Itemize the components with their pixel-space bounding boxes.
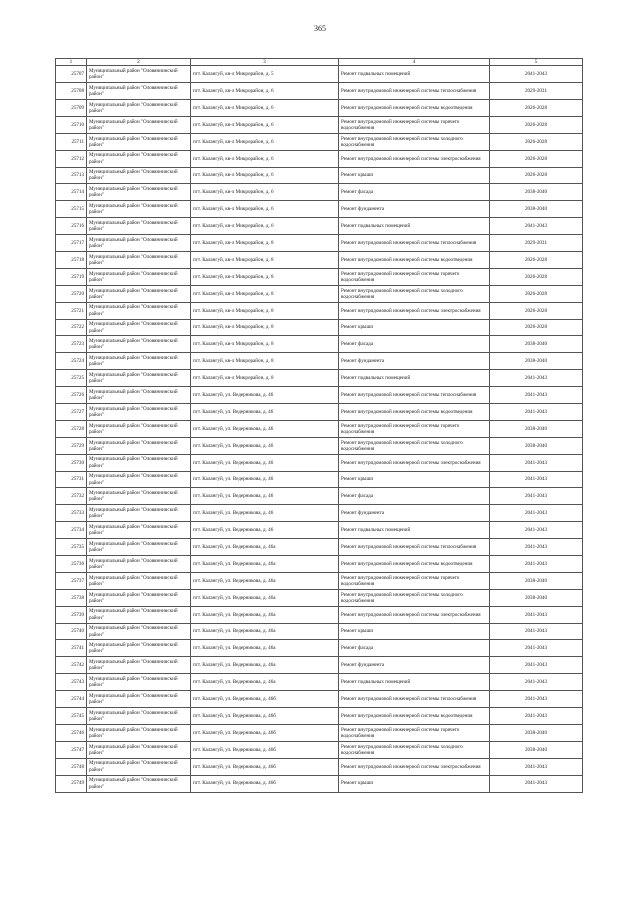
district-cell: Муниципальный район "Оловяннинский район"	[87, 285, 191, 302]
district-cell: Муниципальный район "Оловяннинский район"	[87, 387, 191, 404]
table-body	[56, 66, 583, 792]
period-cell: 2029-2031	[490, 235, 583, 252]
address-cell: пгт. Калангуй, ул. Ведерникова, д. 46а	[191, 674, 339, 691]
table-row	[56, 319, 583, 336]
district-cell: Муниципальный район "Оловяннинский район"	[87, 201, 191, 218]
period-cell: 2026-2028	[490, 268, 583, 285]
period-cell: 2038-2040	[490, 353, 583, 370]
work-type-cell: Ремонт фундамента	[339, 657, 490, 674]
work-type-cell: Ремонт внутридомовой инженерной системы электроснабжения	[339, 606, 490, 623]
row-number: 25710	[56, 116, 87, 133]
table-row	[56, 336, 583, 353]
address-cell: пгт. Калангуй, ул. Ведерникова, д. 46	[191, 522, 339, 539]
period-cell: 2041-2043	[490, 539, 583, 556]
period-cell: 2038-2040	[490, 336, 583, 353]
work-type-cell: Ремонт внутридомовой инженерной системы теплоснабжения	[339, 539, 490, 556]
table-row	[56, 150, 583, 167]
period-cell: 2041-2043	[490, 556, 583, 573]
district-cell: Муниципальный район "Оловяннинский район"	[87, 336, 191, 353]
page-number: 365	[314, 24, 326, 33]
period-cell: 2041-2043	[490, 522, 583, 539]
table-row	[56, 116, 583, 133]
work-type-cell: Ремонт внутридомовой инженерной системы горячего водоснабжения	[339, 116, 490, 133]
work-type-cell: Ремонт подвальных помещений	[339, 370, 490, 387]
address-cell: пгт. Калангуй, ул. Ведерникова, д. 46а	[191, 606, 339, 623]
period-cell: 2038-2040	[490, 420, 583, 437]
work-type-cell: Ремонт подвальных помещений	[339, 66, 490, 83]
period-cell: 2038-2040	[490, 724, 583, 741]
period-cell: 2041-2043	[490, 691, 583, 708]
table-row	[56, 235, 583, 252]
work-type-cell: Ремонт внутридомовой инженерной системы теплоснабжения	[339, 83, 490, 100]
address-cell: пгт. Калангуй, кв-л Микрорайон, д. 6	[191, 150, 339, 167]
row-number: 25740	[56, 623, 87, 640]
address-cell: пгт. Калангуй, ул. Ведерникова, д. 46б	[191, 724, 339, 741]
district-cell: Муниципальный район "Оловяннинский район"	[87, 116, 191, 133]
row-number: 25722	[56, 319, 87, 336]
work-type-cell: Ремонт крыши	[339, 775, 490, 792]
address-cell: пгт. Калангуй, кв-л Микрорайон, д. 6	[191, 116, 339, 133]
row-number: 25727	[56, 404, 87, 421]
address-cell: пгт. Калангуй, кв-л Микрорайон, д. 6	[191, 83, 339, 100]
work-type-cell: Ремонт фасада	[339, 336, 490, 353]
address-cell: пгт. Калангуй, ул. Ведерникова, д. 46	[191, 420, 339, 437]
work-type-cell: Ремонт внутридомовой инженерной системы холодного водоснабжения	[339, 589, 490, 606]
address-cell: пгт. Калангуй, кв-л Микрорайон, д. 8	[191, 370, 339, 387]
district-cell: Муниципальный район "Оловяннинский район"	[87, 218, 191, 235]
period-cell: 2038-2040	[490, 201, 583, 218]
district-cell: Муниципальный район "Оловяннинский район"	[87, 674, 191, 691]
table-row	[56, 657, 583, 674]
row-number: 25711	[56, 133, 87, 150]
row-number: 25731	[56, 471, 87, 488]
district-cell: Муниципальный район "Оловяннинский район"	[87, 370, 191, 387]
work-type-cell: Ремонт крыши	[339, 623, 490, 640]
row-number: 25737	[56, 572, 87, 589]
work-type-cell: Ремонт фасада	[339, 488, 490, 505]
address-cell: пгт. Калангуй, ул. Ведерникова, д. 46б	[191, 775, 339, 792]
period-cell: 2026-2028	[490, 319, 583, 336]
table-row	[56, 302, 583, 319]
district-cell: Муниципальный район "Оловяннинский район"	[87, 353, 191, 370]
work-type-cell: Ремонт крыши	[339, 319, 490, 336]
address-cell: пгт. Калангуй, ул. Ведерникова, д. 46	[191, 488, 339, 505]
district-cell: Муниципальный район "Оловяннинский район"	[87, 640, 191, 657]
work-type-cell: Ремонт внутридомовой инженерной системы водоотведения	[339, 99, 490, 116]
work-type-cell: Ремонт внутридомовой инженерной системы теплоснабжения	[339, 691, 490, 708]
address-cell: пгт. Калангуй, ул. Ведерникова, д. 46	[191, 404, 339, 421]
row-number: 25718	[56, 252, 87, 269]
table-row	[56, 83, 583, 100]
table-row	[56, 674, 583, 691]
district-cell: Муниципальный район "Оловяннинский район"	[87, 522, 191, 539]
column-header-2: 2	[87, 59, 191, 66]
row-number: 25723	[56, 336, 87, 353]
work-type-cell: Ремонт подвальных помещений	[339, 674, 490, 691]
address-cell: пгт. Калангуй, ул. Ведерникова, д. 46а	[191, 623, 339, 640]
address-cell: пгт. Калангуй, ул. Ведерникова, д. 46	[191, 387, 339, 404]
table-row	[56, 606, 583, 623]
period-cell: 2038-2040	[490, 741, 583, 758]
work-type-cell: Ремонт внутридомовой инженерной системы теплоснабжения	[339, 235, 490, 252]
work-type-cell: Ремонт фундамента	[339, 353, 490, 370]
period-cell: 2041-2043	[490, 674, 583, 691]
row-number: 25748	[56, 758, 87, 775]
registry-table	[55, 58, 583, 793]
address-cell: пгт. Калангуй, кв-л Микрорайон, д. 6	[191, 218, 339, 235]
work-type-cell: Ремонт внутридомовой инженерной системы горячего водоснабжения	[339, 724, 490, 741]
row-number: 25713	[56, 167, 87, 184]
row-number: 25745	[56, 708, 87, 725]
work-type-cell: Ремонт фасада	[339, 640, 490, 657]
work-type-cell: Ремонт внутридомовой инженерной системы теплоснабжения	[339, 387, 490, 404]
table-header	[56, 59, 583, 66]
district-cell: Муниципальный район "Оловяннинский район"	[87, 150, 191, 167]
period-cell: 2041-2043	[490, 471, 583, 488]
period-cell: 2041-2043	[490, 606, 583, 623]
row-number: 25714	[56, 184, 87, 201]
district-cell: Муниципальный район "Оловяннинский район"	[87, 758, 191, 775]
district-cell: Муниципальный район "Оловяннинский район"	[87, 302, 191, 319]
address-cell: пгт. Калангуй, кв-л Микрорайон, д. 8	[191, 353, 339, 370]
district-cell: Муниципальный район "Оловяннинский район"	[87, 66, 191, 83]
address-cell: пгт. Калангуй, ул. Ведерникова, д. 46б	[191, 691, 339, 708]
row-number: 25744	[56, 691, 87, 708]
work-type-cell: Ремонт крыши	[339, 167, 490, 184]
table-row	[56, 167, 583, 184]
address-cell: пгт. Калангуй, ул. Ведерникова, д. 46а	[191, 572, 339, 589]
table-row	[56, 471, 583, 488]
row-number: 25739	[56, 606, 87, 623]
district-cell: Муниципальный район "Оловяннинский район"	[87, 184, 191, 201]
table-row	[56, 404, 583, 421]
table-row	[56, 252, 583, 269]
address-cell: пгт. Калангуй, кв-л Микрорайон, д. 6	[191, 201, 339, 218]
table-row	[56, 420, 583, 437]
table-row	[56, 201, 583, 218]
period-cell: 2038-2040	[490, 589, 583, 606]
period-cell: 2041-2043	[490, 657, 583, 674]
address-cell: пгт. Калангуй, ул. Ведерникова, д. 46а	[191, 640, 339, 657]
district-cell: Муниципальный район "Оловяннинский район"	[87, 741, 191, 758]
work-type-cell: Ремонт внутридомовой инженерной системы холодного водоснабжения	[339, 285, 490, 302]
period-cell: 2026-2028	[490, 252, 583, 269]
table-row	[56, 437, 583, 454]
period-cell: 2041-2043	[490, 66, 583, 83]
district-cell: Муниципальный район "Оловяннинский район"	[87, 235, 191, 252]
address-cell: пгт. Калангуй, кв-л Микрорайон, д. 8	[191, 319, 339, 336]
table-row	[56, 66, 583, 83]
row-number: 25730	[56, 454, 87, 471]
address-cell: пгт. Калангуй, ул. Ведерникова, д. 46а	[191, 657, 339, 674]
row-number: 25707	[56, 66, 87, 83]
row-number: 25709	[56, 99, 87, 116]
address-cell: пгт. Калангуй, кв-л Микрорайон, д. 8	[191, 285, 339, 302]
row-number: 25738	[56, 589, 87, 606]
district-cell: Муниципальный район "Оловяннинский район"	[87, 708, 191, 725]
table-row	[56, 572, 583, 589]
work-type-cell: Ремонт внутридомовой инженерной системы горячего водоснабжения	[339, 268, 490, 285]
header-row	[56, 59, 583, 66]
column-header-4: 4	[339, 59, 490, 66]
district-cell: Муниципальный район "Оловяннинский район"	[87, 657, 191, 674]
work-type-cell: Ремонт фундамента	[339, 201, 490, 218]
table-row	[56, 691, 583, 708]
row-number: 25720	[56, 285, 87, 302]
table-row	[56, 775, 583, 792]
row-number: 25742	[56, 657, 87, 674]
period-cell: 2041-2043	[490, 640, 583, 657]
district-cell: Муниципальный район "Оловяннинский район"	[87, 83, 191, 100]
table-row	[56, 505, 583, 522]
period-cell: 2041-2043	[490, 488, 583, 505]
district-cell: Муниципальный район "Оловяннинский район"	[87, 539, 191, 556]
district-cell: Муниципальный район "Оловяннинский район"	[87, 404, 191, 421]
period-cell: 2041-2043	[490, 758, 583, 775]
row-number: 25725	[56, 370, 87, 387]
work-type-cell: Ремонт внутридомовой инженерной системы горячего водоснабжения	[339, 420, 490, 437]
table-row	[56, 370, 583, 387]
district-cell: Муниципальный район "Оловяннинский район"	[87, 133, 191, 150]
row-number: 25733	[56, 505, 87, 522]
period-cell: 2041-2043	[490, 370, 583, 387]
period-cell: 2029-2031	[490, 83, 583, 100]
address-cell: пгт. Калангуй, ул. Ведерникова, д. 46а	[191, 556, 339, 573]
address-cell: пгт. Калангуй, ул. Ведерникова, д. 46а	[191, 539, 339, 556]
work-type-cell: Ремонт подвальных помещений	[339, 218, 490, 235]
row-number: 25736	[56, 556, 87, 573]
address-cell: пгт. Калангуй, ул. Ведерникова, д. 46б	[191, 741, 339, 758]
row-number: 25708	[56, 83, 87, 100]
period-cell: 2041-2043	[490, 708, 583, 725]
period-cell: 2041-2043	[490, 623, 583, 640]
row-number: 25746	[56, 724, 87, 741]
work-type-cell: Ремонт внутридомовой инженерной системы холодного водоснабжения	[339, 437, 490, 454]
district-cell: Муниципальный район "Оловяннинский район"	[87, 420, 191, 437]
table-row	[56, 724, 583, 741]
address-cell: пгт. Калангуй, кв-л Микрорайон, д. 6	[191, 99, 339, 116]
table-row	[56, 708, 583, 725]
table-row	[56, 454, 583, 471]
period-cell: 2026-2028	[490, 133, 583, 150]
column-header-5: 5	[490, 59, 583, 66]
row-number: 25732	[56, 488, 87, 505]
district-cell: Муниципальный район "Оловяннинский район"	[87, 268, 191, 285]
address-cell: пгт. Калангуй, кв-л Микрорайон, д. 8	[191, 252, 339, 269]
work-type-cell: Ремонт внутридомовой инженерной системы холодного водоснабжения	[339, 133, 490, 150]
district-cell: Муниципальный район "Оловяннинский район"	[87, 454, 191, 471]
table-row	[56, 99, 583, 116]
row-number: 25735	[56, 539, 87, 556]
table-row	[56, 623, 583, 640]
period-cell: 2038-2040	[490, 437, 583, 454]
district-cell: Муниципальный район "Оловяннинский район"	[87, 775, 191, 792]
address-cell: пгт. Калангуй, ул. Ведерникова, д. 46	[191, 437, 339, 454]
district-cell: Муниципальный район "Оловяннинский район"	[87, 319, 191, 336]
address-cell: пгт. Калангуй, кв-л Микрорайон, д. 6	[191, 133, 339, 150]
district-cell: Муниципальный район "Оловяннинский район"	[87, 488, 191, 505]
period-cell: 2026-2028	[490, 302, 583, 319]
work-type-cell: Ремонт внутридомовой инженерной системы электроснабжения	[339, 302, 490, 319]
address-cell: пгт. Калангуй, ул. Ведерникова, д. 46	[191, 505, 339, 522]
district-cell: Муниципальный район "Оловяннинский район"	[87, 99, 191, 116]
period-cell: 2038-2040	[490, 572, 583, 589]
address-cell: пгт. Калангуй, кв-л Микрорайон, д. 8	[191, 235, 339, 252]
table-row	[56, 741, 583, 758]
district-cell: Муниципальный район "Оловяннинский район"	[87, 623, 191, 640]
district-cell: Муниципальный район "Оловяннинский район"	[87, 724, 191, 741]
district-cell: Муниципальный район "Оловяннинский район"	[87, 572, 191, 589]
work-type-cell: Ремонт крыши	[339, 471, 490, 488]
district-cell: Муниципальный район "Оловяннинский район"	[87, 252, 191, 269]
row-number: 25724	[56, 353, 87, 370]
work-type-cell: Ремонт внутридомовой инженерной системы холодного водоснабжения	[339, 741, 490, 758]
period-cell: 2026-2028	[490, 167, 583, 184]
table-row	[56, 556, 583, 573]
column-header-3: 3	[191, 59, 339, 66]
address-cell: пгт. Калангуй, ул. Ведерникова, д. 46б	[191, 758, 339, 775]
address-cell: пгт. Калангуй, кв-л Микрорайон, д. 6	[191, 167, 339, 184]
district-cell: Муниципальный район "Оловяннинский район"	[87, 556, 191, 573]
district-cell: Муниципальный район "Оловяннинский район"	[87, 505, 191, 522]
row-number: 25747	[56, 741, 87, 758]
address-cell: пгт. Калангуй, кв-л Микрорайон, д. 5	[191, 66, 339, 83]
address-cell: пгт. Калангуй, кв-л Микрорайон, д. 8	[191, 268, 339, 285]
address-cell: пгт. Калангуй, ул. Ведерникова, д. 46	[191, 454, 339, 471]
period-cell: 2041-2043	[490, 218, 583, 235]
district-cell: Муниципальный район "Оловяннинский район"	[87, 589, 191, 606]
period-cell: 2041-2043	[490, 404, 583, 421]
address-cell: пгт. Калангуй, кв-л Микрорайон, д. 8	[191, 302, 339, 319]
work-type-cell: Ремонт внутридомовой инженерной системы водоотведения	[339, 252, 490, 269]
row-number: 25734	[56, 522, 87, 539]
address-cell: пгт. Калангуй, ул. Ведерникова, д. 46а	[191, 589, 339, 606]
address-cell: пгт. Калангуй, ул. Ведерникова, д. 46	[191, 471, 339, 488]
period-cell: 2026-2028	[490, 116, 583, 133]
period-cell: 2041-2043	[490, 505, 583, 522]
work-type-cell: Ремонт внутридомовой инженерной системы горячего водоснабжения	[339, 572, 490, 589]
table-row	[56, 488, 583, 505]
work-type-cell: Ремонт внутридомовой инженерной системы водоотведения	[339, 708, 490, 725]
work-type-cell: Ремонт внутридомовой инженерной системы электроснабжения	[339, 150, 490, 167]
district-cell: Муниципальный район "Оловяннинский район"	[87, 471, 191, 488]
work-type-cell: Ремонт фасада	[339, 184, 490, 201]
work-type-cell: Ремонт внутридомовой инженерной системы электроснабжения	[339, 454, 490, 471]
table-row	[56, 268, 583, 285]
address-cell: пгт. Калангуй, кв-л Микрорайон, д. 8	[191, 336, 339, 353]
work-type-cell: Ремонт внутридомовой инженерной системы водоотведения	[339, 404, 490, 421]
row-number: 25729	[56, 437, 87, 454]
address-cell: пгт. Калангуй, кв-л Микрорайон, д. 6	[191, 184, 339, 201]
district-cell: Муниципальный район "Оловяннинский район"	[87, 691, 191, 708]
period-cell: 2026-2028	[490, 150, 583, 167]
district-cell: Муниципальный район "Оловяннинский район"	[87, 167, 191, 184]
work-type-cell: Ремонт внутридомовой инженерной системы электроснабжения	[339, 758, 490, 775]
work-type-cell: Ремонт фундамента	[339, 505, 490, 522]
row-number: 25719	[56, 268, 87, 285]
period-cell: 2026-2028	[490, 285, 583, 302]
row-number: 25743	[56, 674, 87, 691]
column-header-1: 1	[56, 59, 87, 66]
table-row	[56, 387, 583, 404]
work-type-cell: Ремонт внутридомовой инженерной системы водоотведения	[339, 556, 490, 573]
row-number: 25712	[56, 150, 87, 167]
table-row	[56, 353, 583, 370]
row-number: 25749	[56, 775, 87, 792]
table-row	[56, 218, 583, 235]
period-cell: 2041-2043	[490, 775, 583, 792]
table-row	[56, 522, 583, 539]
address-cell: пгт. Калангуй, ул. Ведерникова, д. 46б	[191, 708, 339, 725]
table-row	[56, 758, 583, 775]
district-cell: Муниципальный район "Оловяннинский район"	[87, 437, 191, 454]
table-row	[56, 589, 583, 606]
work-type-cell: Ремонт подвальных помещений	[339, 522, 490, 539]
period-cell: 2038-2040	[490, 184, 583, 201]
row-number: 25741	[56, 640, 87, 657]
period-cell: 2041-2043	[490, 454, 583, 471]
row-number: 25728	[56, 420, 87, 437]
table-row	[56, 285, 583, 302]
table-row	[56, 133, 583, 150]
table-row	[56, 184, 583, 201]
district-cell: Муниципальный район "Оловяннинский район"	[87, 606, 191, 623]
period-cell: 2041-2043	[490, 387, 583, 404]
table-row	[56, 539, 583, 556]
row-number: 25715	[56, 201, 87, 218]
row-number: 25726	[56, 387, 87, 404]
row-number: 25721	[56, 302, 87, 319]
row-number: 25716	[56, 218, 87, 235]
row-number: 25717	[56, 235, 87, 252]
period-cell: 2026-2028	[490, 99, 583, 116]
table-row	[56, 640, 583, 657]
